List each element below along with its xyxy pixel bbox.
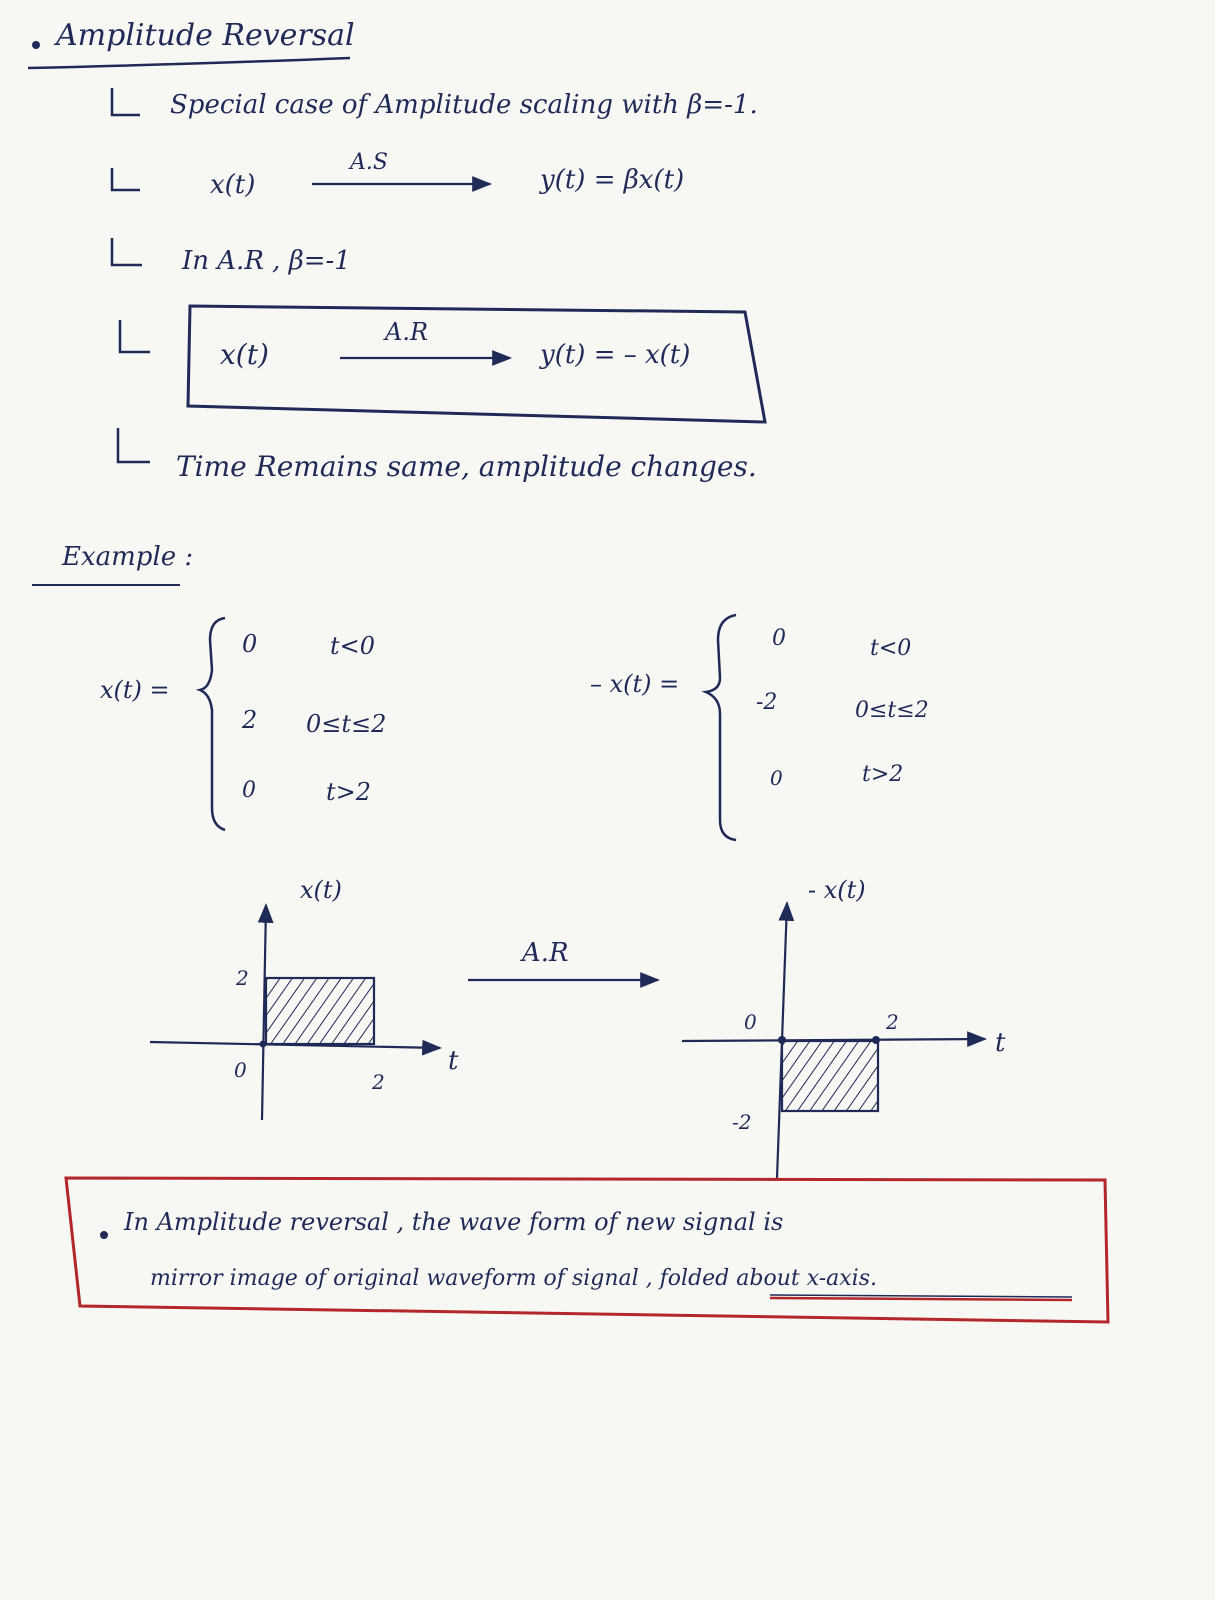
right-graph-xtick: 2 [886,1010,899,1034]
left-graph-xtick: 2 [372,1070,385,1094]
note-line-4-lhs: x(t) [220,338,269,371]
left-graph [150,905,440,1120]
piecewise-right-cond: 0≤t≤2 [855,698,929,723]
origin-dot [260,1041,267,1048]
left-graph-ytick: 2 [236,966,249,990]
piecewise-right-cond: t<0 [870,636,912,661]
note-line-1: Special case of Amplitude scaling with β=-1. [170,90,758,120]
corner-arrow-icon [112,168,140,190]
right-brace [706,615,736,840]
corner-arrow-icon [118,428,150,462]
conclusion-underline [770,1298,1072,1300]
piecewise-left-value: 2 [242,706,258,734]
heading-bullet [32,41,40,49]
note-line-4-rhs: y(t) = – x(t) [540,340,691,370]
heading-underline [28,58,350,68]
piecewise-right-value: 0 [770,766,783,790]
left-graph-xlabel: t [448,1046,459,1076]
piecewise-left-value: 0 [242,778,256,803]
note-line-2-arrow-label: A.S [350,150,388,175]
piecewise-left-cond: t<0 [330,632,376,660]
conclusion-underline-ink [770,1295,1072,1297]
piecewise-right-value: -2 [756,690,778,715]
conclusion-line-1: In Amplitude reversal , the wave form of new signal is [124,1208,784,1236]
right-graph-ylabel: - x(t) [808,876,866,904]
piecewise-left-cond: 0≤t≤2 [306,710,387,738]
origin-dot [778,1036,786,1044]
piecewise-right-lhs: – x(t) = [590,670,680,698]
note-line-3: In A.R , β=-1 [182,246,351,276]
tick-dot [872,1036,880,1044]
left-graph-origin: 0 [234,1058,247,1082]
right-graph-pulse [782,1041,878,1111]
piecewise-left-lhs: x(t) = [100,676,170,704]
note-line-5: Time Remains same, amplitude changes. [176,450,757,483]
corner-arrow-icon [120,320,150,352]
example-label: Example : [62,542,194,572]
graph-ar-label: A.R [522,938,569,968]
corner-arrow-icon [112,88,140,115]
right-graph-ytick: -2 [732,1110,752,1134]
conclusion-line-2: mirror image of original waveform of signal , folded about x-axis. [150,1266,877,1291]
left-brace [200,618,225,830]
left-graph-pulse [266,978,374,1044]
piecewise-right-cond: t>2 [862,762,904,787]
page-title: Amplitude Reversal [56,18,355,53]
left-graph-ylabel: x(t) [300,876,342,904]
note-line-2-rhs: y(t) = βx(t) [540,165,685,195]
right-graph [682,903,985,1178]
piecewise-right-value: 0 [772,626,786,651]
right-graph-xlabel: t [995,1028,1006,1058]
note-line-4-arrow-label: A.R [385,318,429,346]
conclusion-bullet [100,1231,108,1239]
note-line-2-lhs: x(t) [210,170,256,200]
corner-arrow-icon [112,238,142,265]
right-graph-origin: 0 [744,1010,757,1034]
piecewise-left-value: 0 [242,630,258,658]
piecewise-left-cond: t>2 [326,778,372,806]
